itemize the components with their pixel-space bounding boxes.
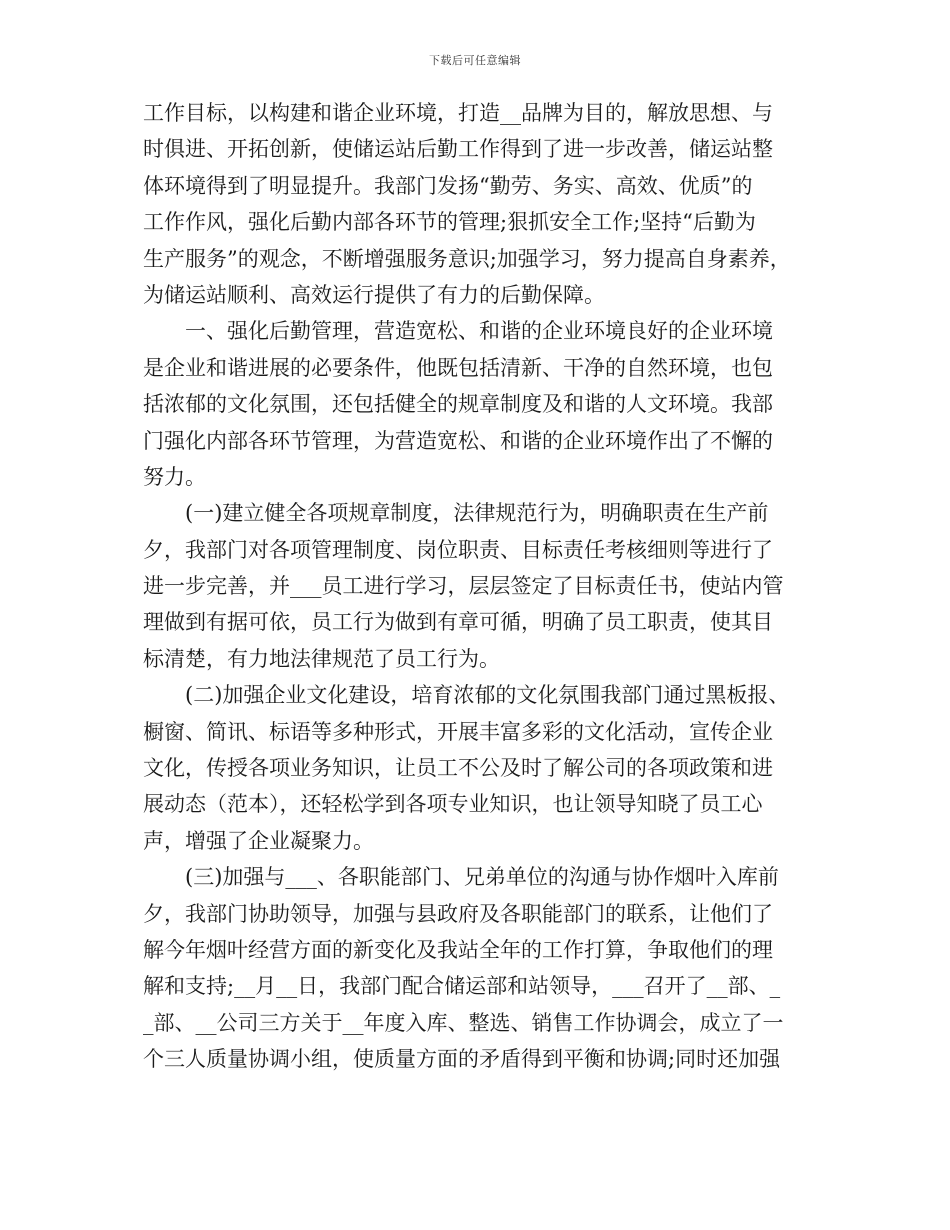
text-line: 工作目标，以构建和谐企业环境，打造__品牌为目的，解放思想、与 (143, 101, 773, 125)
text-line: 进一步完善，并___员工进行学习，层层签定了目标责任书，使站内管 (143, 574, 784, 599)
text-line: 括浓郁的文化氛围，还包括健全的规章制度及和谐的人文环境。我部 (143, 392, 773, 417)
text-line: 夕，我部门对各项管理制度、岗位职责、目标责任考核细则等进行了 (143, 537, 773, 562)
text-line: _部、__公司三方关于__年度入库、整选、销售工作协调会，成立了一 (143, 1010, 784, 1035)
text-line: 努力。 (143, 464, 206, 489)
text-line: 文化，传授各项业务知识，让员工不公及时了解公司的各项政策和进 (143, 756, 773, 781)
text-line: 标清楚，有力地法律规范了员工行为。 (143, 646, 500, 671)
section-heading-line: 一、强化后勤管理，营造宽松、和谐的企业环境良好的企业环境 (185, 319, 773, 344)
subsection-line: (二)加强企业文化建设，培育浓郁的文化氛围我部门通过黑板报、 (185, 683, 790, 708)
subsection-line: (一)建立健全各项规章制度，法律规范行为，明确职责在生产前 (185, 501, 769, 526)
text-line: 门强化内部各环节管理，为营造宽松、和谐的企业环境作出了不懈的 (143, 428, 773, 453)
text-line: 时俱进、开拓创新，使储运站后勤工作得到了进一步改善，储运站整 (143, 137, 773, 162)
subsection-line: (三)加强与___、各职能部门、兄弟单位的沟通与协作烟叶入库前 (185, 865, 779, 890)
text-line: 声，增强了企业凝聚力。 (143, 828, 374, 853)
document-body (143, 95, 823, 1078)
text-line: 解和支持;__月__日，我部门配合储运部和站领导，___召开了__部、_ (143, 974, 781, 999)
text-line: 夕，我部门协助领导，加强与县政府及各职能部门的联系，让他们了 (143, 901, 773, 926)
text-line: 工作作风，强化后勤内部各环节的管理;狠抓安全工作;坚持“后勤为 (143, 210, 756, 235)
text-line: 个三人质量协调小组，使质量方面的矛盾得到平衡和协调;同时还加强 (143, 1047, 781, 1072)
text-line: 体环境得到了明显提升。我部门发扬“勤劳、务实、高效、优质”的 (143, 173, 753, 198)
text-line: 理做到有据可依，员工行为做到有章可循，明确了员工职责，使其目 (143, 610, 773, 635)
text-line: 解今年烟叶经营方面的新变化及我站全年的工作打算，争取他们的理 (143, 937, 773, 962)
page-header: 下载后可任意编辑 (429, 54, 521, 67)
text-line: 是企业和谐进展的必要条件，他既包括清新、干净的自然环境，也包 (143, 355, 773, 380)
text-line: 展动态（范本），还轻松学到各项专业知识，也让领导知晓了员工心 (143, 792, 763, 817)
text-line: 生产服务”的观念，不断增强服务意识;加强学习，努力提高自身素养， (143, 246, 791, 271)
text-line: 橱窗、简讯、标语等多种形式，开展丰富多彩的文化活动，宣传企业 (143, 719, 773, 744)
text-line: 为储运站顺利、高效运行提供了有力的后勤保障。 (143, 282, 605, 307)
